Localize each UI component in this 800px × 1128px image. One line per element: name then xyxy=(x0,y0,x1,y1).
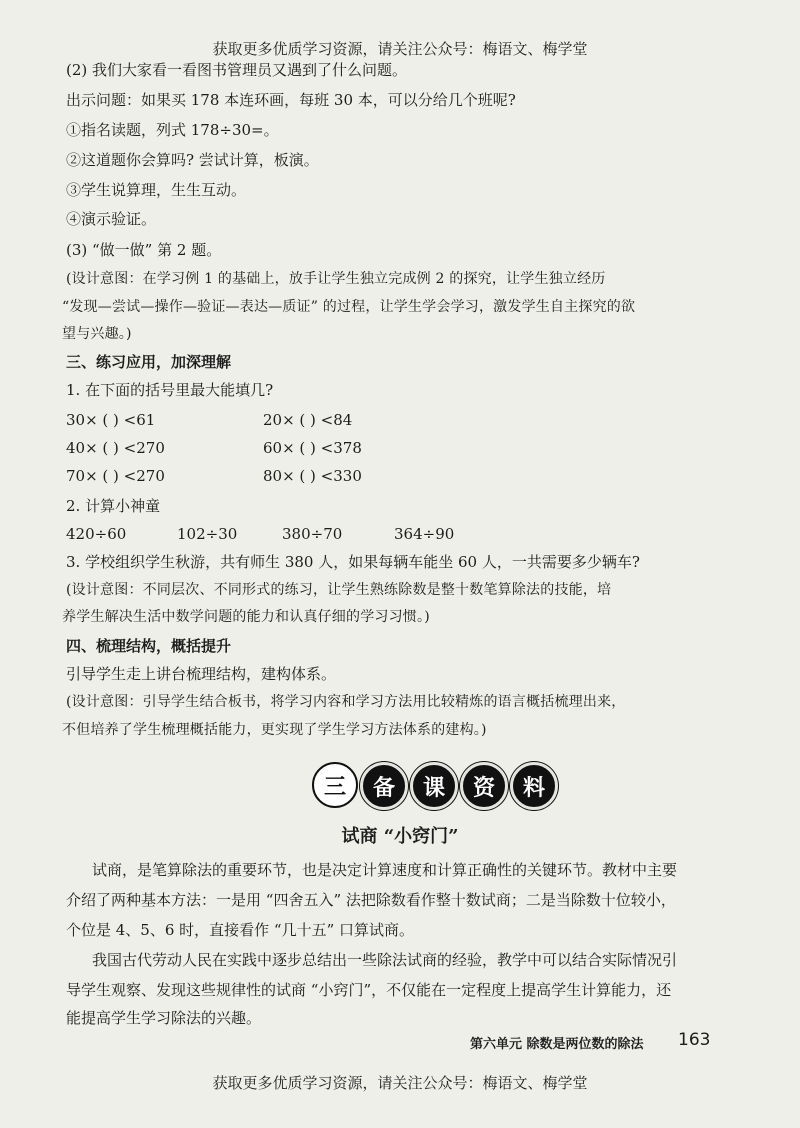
footer-watermark: 获取更多优质学习资源，请关注公众号：梅语文、梅学堂 xyxy=(212,1074,588,1092)
design-note-3-line-2: 不但培养了学生梳理概括能力，更实现了学生学习方法体系的建构。) xyxy=(62,722,487,738)
lesson-resources-banner xyxy=(312,762,558,812)
article-paragraph-line: 导学生观察、发现这些规律性的试商 “小窍门”，不仅能在一定程度上提高学生计算能力，还 xyxy=(66,981,672,999)
article-paragraph-line: 能提高学生学习除法的兴趣。 xyxy=(66,1009,262,1027)
exercise-2-title: 2. 计算小神童 xyxy=(66,497,161,515)
design-note-1-line-1: (设计意图：在学习例 1 的基础上，放手让学生独立完成例 2 的探究，让学生独立经历 xyxy=(66,271,606,287)
section-3-heading: 三、练习应用，加深理解 xyxy=(66,353,232,371)
exercise-1-item: 20× ( ) <84 xyxy=(263,411,353,429)
exercise-2-item: 380÷70 xyxy=(282,525,343,543)
banner-char: 备 xyxy=(360,762,408,810)
step-try-line: ②这道题你会算吗? 尝试计算，板演。 xyxy=(66,151,319,169)
exercise-1-item: 80× ( ) <330 xyxy=(263,467,362,485)
exercise-1-item: 70× ( ) <270 xyxy=(66,467,165,485)
exercise-1-item: 30× ( ) <61 xyxy=(66,411,156,429)
footer-unit-title: 第六单元 除数是两位数的除法 xyxy=(470,1037,644,1052)
exercise-3-text: 3. 学校组织学生秋游，共有师生 380 人，如果每辆车能坐 60 人，一共需要多少辆车? xyxy=(66,553,640,571)
article-paragraph-line: 介绍了两种基本方法：一是用 “四舍五入” 法把除数看作整十数试商；二是当除数十位较小， xyxy=(66,891,676,909)
step-verify-line: ④演示验证。 xyxy=(66,210,157,228)
exercise-2-item: 364÷90 xyxy=(394,525,455,543)
step-3-line: (3) “做一做” 第 2 题。 xyxy=(66,241,222,259)
article-paragraph-line: 我国古代劳动人民在实践中逐步总结出一些除法试商的经验，教学中可以结合实际情况引 xyxy=(92,951,678,969)
banner-char: 资 xyxy=(460,762,508,810)
article-paragraph-line: 试商，是笔算除法的重要环节，也是决定计算速度和计算正确性的关键环节。教材中主要 xyxy=(92,861,678,879)
exercise-2-item: 102÷30 xyxy=(177,525,238,543)
banner-char: 料 xyxy=(510,762,558,810)
step-explain-line: ③学生说算理，生生互动。 xyxy=(66,181,247,199)
design-note-1-line-3: 望与兴趣。) xyxy=(62,326,132,342)
header-watermark: 获取更多优质学习资源，请关注公众号：梅语文、梅学堂 xyxy=(212,40,588,58)
section-4-heading: 四、梳理结构，概括提升 xyxy=(66,637,232,655)
step-read-line: ①指名读题，列式 178÷30=。 xyxy=(66,121,279,139)
exercise-1-item: 60× ( ) <378 xyxy=(263,439,362,457)
design-note-3-line-1: (设计意图：引导学生结合板书，将学习内容和学习方法用比较精炼的语言概括梳理出来， xyxy=(66,694,626,710)
article-paragraph-line: 个位是 4、5、6 时，直接看作 “几十五” 口算试商。 xyxy=(66,921,415,939)
exercise-1-item: 40× ( ) <270 xyxy=(66,439,165,457)
article-title: 试商 “小窍门” xyxy=(341,826,459,847)
section-4-text: 引导学生走上讲台梳理结构，建构体系。 xyxy=(66,665,337,683)
banner-char: 课 xyxy=(410,762,458,810)
exercise-2-item: 420÷60 xyxy=(66,525,127,543)
page-number: 163 xyxy=(678,1030,711,1050)
design-note-2-line-2: 养学生解决生活中数学问题的能力和认真仔细的学习习惯。) xyxy=(62,609,430,625)
problem-line: 出示问题：如果买 178 本连环画，每班 30 本，可以分给几个班呢? xyxy=(66,91,516,109)
design-note-2-line-1: (设计意图：不同层次、不同形式的练习，让学生熟练除数是整十数笔算除法的技能，培 xyxy=(66,582,612,598)
step-2-line: (2) 我们大家看一看图书管理员又遇到了什么问题。 xyxy=(66,61,408,79)
exercise-1-title: 1. 在下面的括号里最大能填几? xyxy=(66,381,274,399)
design-note-1-line-2: “发现—尝试—操作—验证—表达—质证” 的过程，让学生学会学习，激发学生自主探究的欲 xyxy=(62,299,636,315)
banner-char: 三 xyxy=(312,762,358,808)
